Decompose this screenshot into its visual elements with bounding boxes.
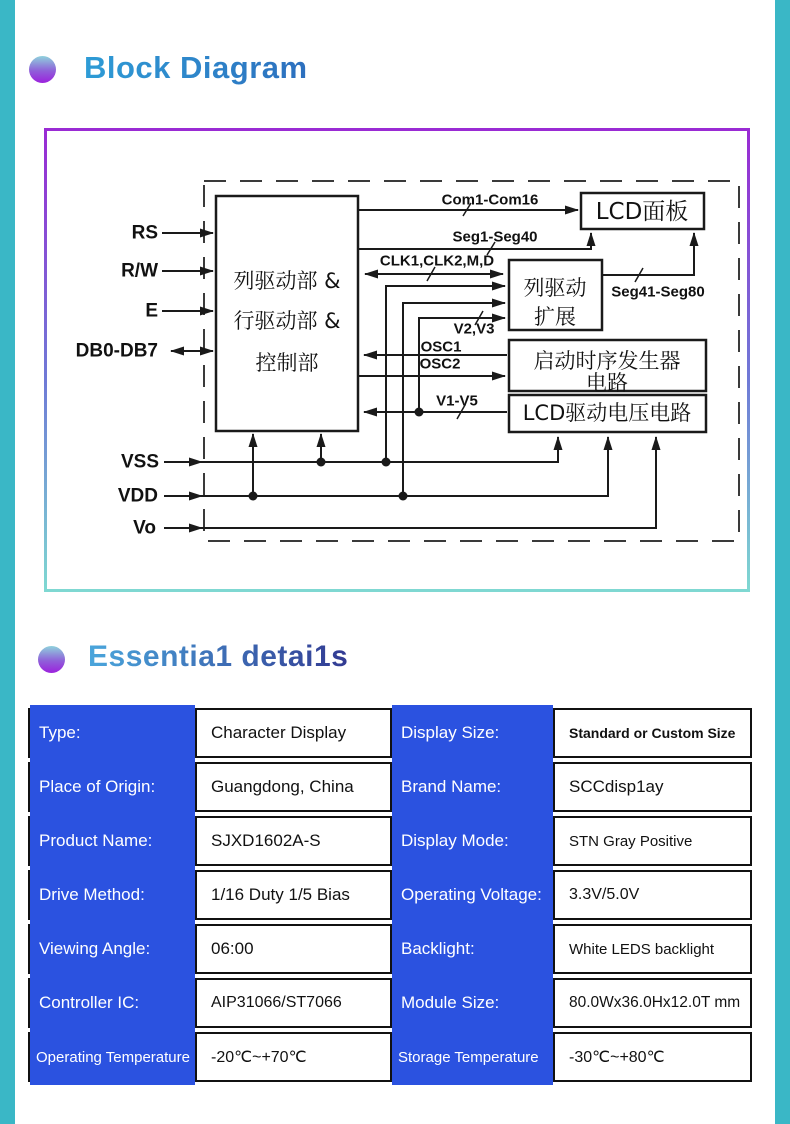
spec-label: Storage Temperature (392, 1029, 553, 1085)
col-ext-line2: 扩展 (534, 305, 576, 329)
lcd-panel-label: LCD面板 (595, 199, 689, 225)
pin-rw: R/W (121, 260, 158, 282)
spec-value: AIP31066/ST7066 (195, 980, 392, 1026)
wire-seg41 (602, 233, 694, 275)
spec-label: Product Name: (30, 813, 195, 869)
spec-value: 3.3V/5.0V (553, 872, 750, 918)
spec-label: Backlight: (392, 921, 553, 977)
main-block-line1: 列驱动部 & (233, 269, 341, 293)
spec-label: Operating Voltage: (392, 867, 553, 923)
col-ext-line1: 列驱动 (523, 276, 587, 300)
wire-vo-run (202, 437, 656, 528)
essential-details-title: Essentia1 detai1s (88, 640, 349, 673)
table-row (28, 924, 752, 974)
signal-v1-v5: V1-V5 (436, 392, 478, 410)
pin-vdd: VDD (117, 485, 158, 507)
table-row (28, 978, 752, 1028)
table-row (28, 762, 752, 812)
junction-dot (382, 458, 391, 467)
junction-dot (249, 492, 258, 501)
spec-label: Controller IC: (30, 975, 195, 1031)
wire-vdd-run (202, 437, 608, 496)
pin-rs: RS (131, 222, 158, 244)
pin-db0-db7: DB0-DB7 (75, 340, 158, 362)
spec-value: 80.0Wx36.0Hx12.0T mm (553, 980, 750, 1026)
section-bullet-icon (38, 646, 65, 673)
table-row (28, 708, 752, 758)
signal-seg41-seg80: Seg41-Seg80 (611, 283, 705, 301)
pin-vss: VSS (120, 451, 159, 473)
main-block-line2: 行驱动部 & (233, 309, 341, 333)
spec-value: Standard or Custom Size (553, 710, 750, 756)
block-diagram-panel (44, 128, 750, 592)
pin-vo: Vo (133, 517, 156, 539)
wire-vss-run (202, 437, 558, 462)
spec-value: -30℃~+80℃ (553, 1034, 750, 1080)
junction-dot (317, 458, 326, 467)
right-edge-stripe (775, 0, 790, 1124)
timing-line1: 启动时序发生器 (533, 349, 681, 373)
section-bullet-icon (29, 56, 56, 83)
block-diagram-title: Block Diagram (84, 50, 308, 85)
left-edge-stripe (0, 0, 15, 1124)
spec-label: Module Size: (392, 975, 553, 1031)
spec-value: Character Display (195, 710, 392, 756)
timing-line2: 电路 (586, 371, 628, 395)
signal-com1-com16: Com1-Com16 (441, 191, 539, 209)
spec-value: STN Gray Positive (553, 818, 750, 864)
spec-table (28, 708, 752, 1086)
spec-label: Display Size: (392, 705, 553, 761)
spec-value: Guangdong, China (195, 764, 392, 810)
table-row (28, 816, 752, 866)
spec-label: Drive Method: (30, 867, 195, 923)
block-diagram-svg (47, 131, 747, 589)
voltage-block-label: LCD驱动电压电路 (522, 401, 692, 425)
signal-clk: CLK1,CLK2,M,D (379, 252, 495, 270)
spec-value: White LEDS backlight (553, 926, 750, 972)
signal-v2-v3: V2,V3 (453, 320, 495, 338)
spec-label: Type: (30, 705, 195, 761)
signal-osc1: OSC1 (420, 338, 462, 356)
table-row (28, 1032, 752, 1082)
spec-label: Viewing Angle: (30, 921, 195, 977)
spec-label: Place of Origin: (30, 759, 195, 815)
spec-value: 06:00 (195, 926, 392, 972)
signal-seg1-seg40: Seg1-Seg40 (452, 228, 538, 246)
junction-dot (399, 492, 408, 501)
signal-osc2: OSC2 (419, 355, 461, 373)
spec-label: Display Mode: (392, 813, 553, 869)
spec-label: Operating Temperature (30, 1029, 195, 1085)
spec-value: SCCdisp1ay (553, 764, 750, 810)
spec-value: 1/16 Duty 1/5 Bias (195, 872, 392, 918)
spec-value: -20℃~+70℃ (195, 1034, 392, 1080)
pin-e: E (145, 300, 158, 322)
junction-dot (415, 408, 424, 417)
main-block-line3: 控制部 (255, 351, 319, 375)
spec-label: Brand Name: (392, 759, 553, 815)
table-row (28, 870, 752, 920)
spec-value: SJXD1602A-S (195, 818, 392, 864)
